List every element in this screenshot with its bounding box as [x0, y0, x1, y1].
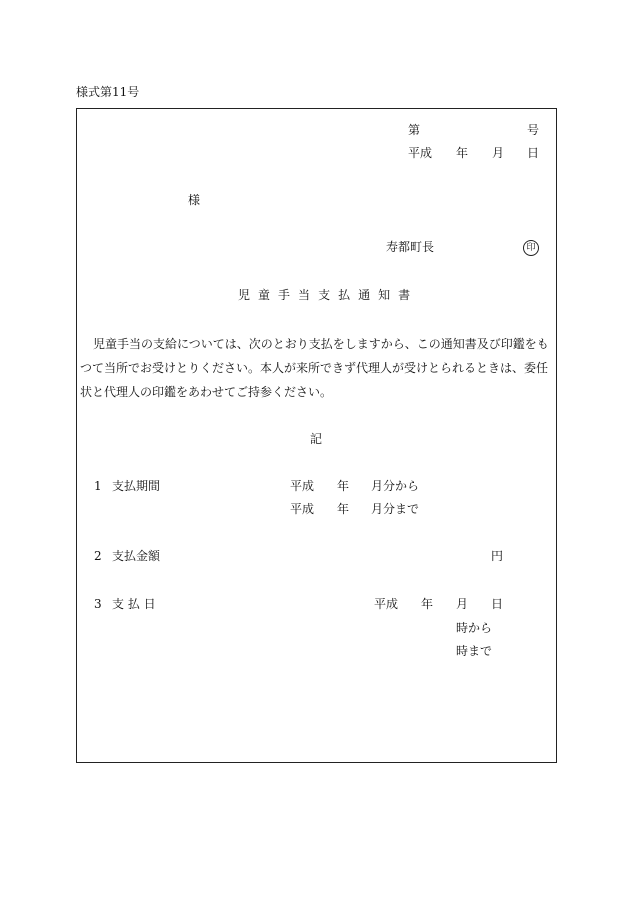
- item-label-date: 支 払 日: [112, 597, 156, 611]
- recipient-suffix: 様: [188, 193, 201, 207]
- pay-date-era: 平成: [374, 597, 399, 611]
- title-char: 手: [278, 288, 291, 302]
- title-char: 童: [258, 288, 271, 302]
- ki-heading: 記: [310, 432, 323, 446]
- pay-date-day: 日: [491, 597, 504, 611]
- period-to-era: 平成: [290, 502, 315, 516]
- date-day: 日: [527, 146, 540, 160]
- document-title: [238, 289, 418, 301]
- pay-date-year: 年: [421, 597, 434, 611]
- body-line: 状と代理人の印鑑をあわせてご持参ください。: [80, 385, 333, 399]
- item-number: 1: [94, 479, 102, 493]
- title-char: 書: [398, 288, 411, 302]
- body-paragraph: [80, 332, 553, 404]
- date-era: 平成: [408, 146, 433, 160]
- seal-icon: 印: [523, 240, 539, 256]
- item-label-period: 支払期間: [112, 479, 161, 493]
- date-year: 年: [456, 146, 469, 160]
- pay-date-month: 月: [456, 597, 469, 611]
- period-to: 月分まで: [371, 502, 420, 516]
- title-char: 当: [298, 288, 311, 302]
- body-line: 児童手当の支給については、次のとおり支払をしますから、この通知書及び印鑑をも: [93, 337, 549, 351]
- period-from-year: 年: [337, 479, 350, 493]
- title-char: 児: [238, 288, 251, 302]
- item-number: 3: [94, 597, 102, 611]
- period-from-era: 平成: [290, 479, 315, 493]
- pay-time-to: 時まで: [456, 644, 493, 658]
- title-char: 払: [338, 288, 351, 302]
- date-month: 月: [492, 146, 505, 160]
- form-label: 様式第11号: [76, 85, 140, 99]
- title-char: 知: [378, 288, 391, 302]
- number-suffix: 号: [527, 123, 540, 137]
- title-char: 支: [318, 288, 331, 302]
- number-prefix: 第: [408, 123, 421, 137]
- issuer-name: 寿都町長: [386, 240, 435, 254]
- item-number: 2: [94, 549, 102, 563]
- period-from: 月分から: [371, 479, 420, 493]
- pay-time-from: 時から: [456, 621, 493, 635]
- title-char: 通: [358, 288, 371, 302]
- amount-unit: 円: [491, 549, 504, 563]
- item-label-amount: 支払金額: [112, 549, 161, 563]
- body-line: つて当所でお受けとりください。本人が来所できず代理人が受けとられるときは、委任: [80, 361, 549, 375]
- period-to-year: 年: [337, 502, 350, 516]
